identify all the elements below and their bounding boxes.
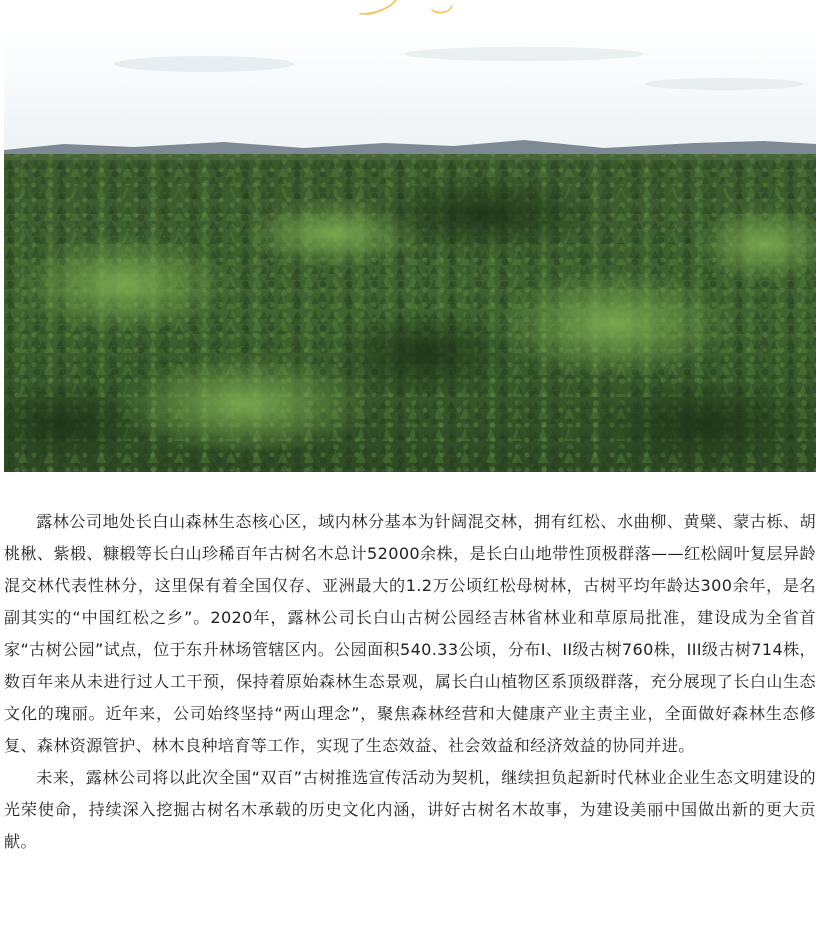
article-paragraph: 未来，露林公司将以此次全国“双百”古树推选宣传活动为契机，继续担负起新时代林业企业生态文明建设的光荣使命，持续深入挖掘古树名木承载的历史文化内涵，讲好古树名木故事，为建设美丽中国做出新的更大贡献。: [4, 768, 816, 851]
article-body: [4, 506, 816, 858]
forest-aerial-image: [4, 24, 816, 472]
article-paragraph: 露林公司地处长白山森林生态核心区，域内林分基本为针阔混交林，拥有红松、水曲柳、黄檗、蒙古栎、胡桃楸、紫椴、糠椴等长白山珍稀百年古树名木总计52000余株，是长白山地带性顶极群落——红松阔叶复层异龄混交林代表性林分，这里保有着全国仅存、亚洲最大的1.2万公顷红松母树林，古树平均年龄达300余年，是名副其实的“中国红松之乡”。2020年，露林公司长白山古树公园经吉林省林业和草原局批准，建设成为全省首家“古树公园”试点，位于东升林场管辖区内。公园面积540.33公顷，分布I、II级古树760株，III级古树714株，数百年来从未进行过人工干预，保持着原始森林生态景观，属长白山植物区系顶级群落，充分展现了长白山生态文化的瑰丽。近年来，公司始终坚持“两山理念”，聚焦森林经营和大健康产业主责主业，全面做好森林生态修复、森林资源管护、林木良种培育等工作，实现了生态效益、社会效益和经济效益的协同并进。: [4, 512, 816, 755]
gold-swirl-icon: [356, 0, 466, 16]
